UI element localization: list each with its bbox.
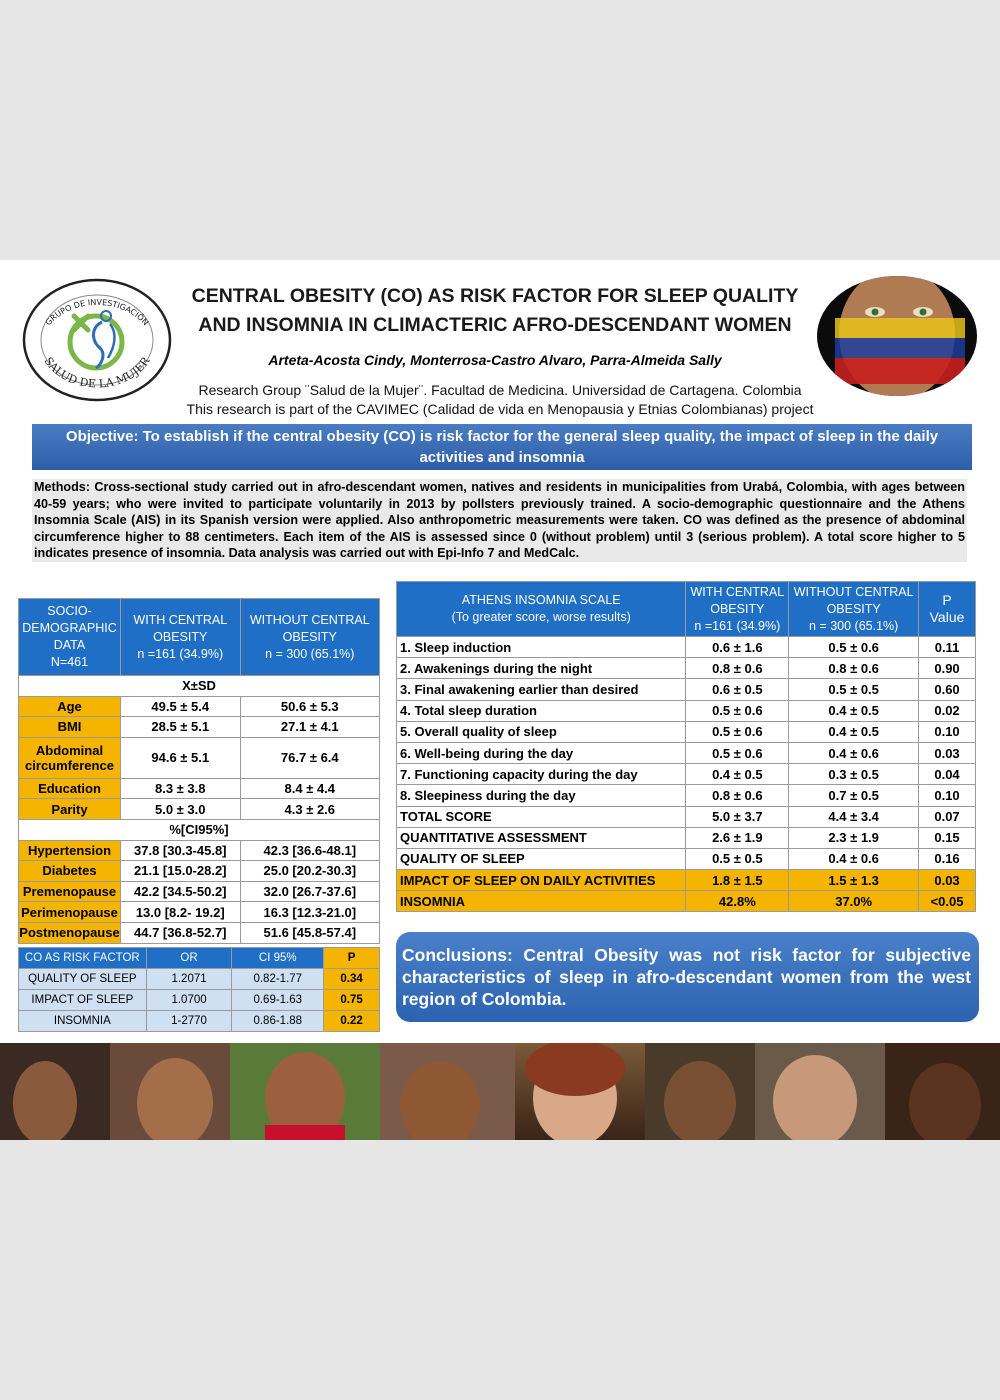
table-row: Perimenopause 13.0 [8.2- 19.2] 16.3 [12.3-21.0] (19, 902, 380, 923)
socio-section-ci: %[CI95%] (19, 819, 380, 840)
table-row-highlighted: INSOMNIA 42.8% 37.0% <0.05 (397, 891, 976, 912)
affiliation-line-1: Research Group ¨Salud de la Mujer¨. Facultad de Medicina. Universidad de Cartagena. Colombia (198, 382, 802, 398)
table-row: IMPACT OF SLEEP 1.0700 0.69-1.63 0.75 (19, 990, 380, 1011)
table-row-highlighted: IMPACT OF SLEEP ON DAILY ACTIVITIES 1.8 ± 1.5 1.5 ± 1.3 0.03 (397, 870, 976, 891)
table-row: Postmenopause 44.7 [36.8-52.7] 51.6 [45.8-57.4] (19, 922, 380, 943)
socio-header-without: WITHOUT CENTRAL OBESITY n = 300 (65.1%) (240, 599, 379, 676)
ais-header-row (397, 582, 976, 637)
logo-bottom-text: SALUD DE LA MUJER (41, 354, 153, 391)
table-row: Parity 5.0 ± 3.0 4.3 ± 2.6 (19, 799, 380, 820)
ais-header-with: WITH CENTRAL OBESITY n =161 (34.9%) (686, 582, 789, 637)
socio-header-row (19, 599, 380, 676)
table-row: 2. Awakenings during the night 0.8 ± 0.6 0.8 ± 0.6 0.90 (397, 658, 976, 679)
table-row: Age 49.5 ± 5.4 50.6 ± 5.3 (19, 696, 380, 717)
salud-de-la-mujer-logo (22, 278, 172, 403)
socio-demographic-table (18, 598, 380, 944)
table-row: 5. Overall quality of sleep 0.5 ± 0.6 0.4 ± 0.5 0.10 (397, 721, 976, 742)
affiliation (160, 381, 840, 419)
poster-title (180, 282, 810, 340)
logo-top-text: GRUPO DE INVESTIGACIÓN (43, 297, 151, 328)
table-row: 8. Sleepiness during the day 0.8 ± 0.6 0.7 ± 0.5 0.10 (397, 785, 976, 806)
table-row: 1. Sleep induction 0.6 ± 1.6 0.5 ± 0.6 0.11 (397, 637, 976, 658)
table-row: 7. Functioning capacity during the day 0.4 ± 0.5 0.3 ± 0.5 0.04 (397, 764, 976, 785)
table-row: QUALITY OF SLEEP 1.2071 0.82-1.77 0.34 (19, 969, 380, 990)
table-row: BMI 28.5 ± 5.1 27.1 ± 4.1 (19, 717, 380, 738)
affiliation-line-2: This research is part of the CAVIMEC (Calidad de vida en Menopausia y Etnias Colombianas) project (186, 401, 814, 417)
title-line-2: AND INSOMNIA IN CLIMACTERIC AFRO-DESCENDANT WOMEN (198, 314, 792, 336)
table-row: 4. Total sleep duration 0.5 ± 0.6 0.4 ± 0.5 0.02 (397, 700, 976, 721)
table-row: QUALITY OF SLEEP 0.5 ± 0.5 0.4 ± 0.6 0.16 (397, 848, 976, 869)
table-row: QUANTITATIVE ASSESSMENT 2.6 ± 1.9 2.3 ± 1.9 0.15 (397, 827, 976, 848)
conclusions-box: Conclusions: Central Obesity was not risk factor for subjective characteristics of sleep in afro-descendant women from the west region of Colombia. (396, 932, 979, 1022)
risk-factor-table (18, 947, 380, 1032)
ais-header-p: P Value (919, 582, 976, 637)
table-row: TOTAL SCORE 5.0 ± 3.7 4.4 ± 3.4 0.07 (397, 806, 976, 827)
socio-section-mean: X±SD (19, 676, 380, 697)
table-row: Premenopause 42.2 [34.5-50.2] 32.0 [26.7-37.6] (19, 881, 380, 902)
methods-text: Methods: Cross-sectional study carried out in afro-descendant women, natives and residents in municipalities from Urabá, Colombia, with ages between 40-59 years; who were invited to participate voluntarily in 2013 by pollsters previously trained. A socio-demographic questionnaire and the Athens Insomnia Scale (AIS) in its Spanish version were applied. Also anthropometric measurements were taken. CO was defined as the presence of abdominal circumference higher to 88 centimeters. Each item of the AIS is assessed since 0 (without problem) until 3 (serious problem). A total score higher to 5 indicates presence of insomnia. Data analysis was carried out with Epi-Info 7 and MedCalc. (34, 480, 965, 560)
ais-header-scale: ATHENS INSOMNIA SCALE (To greater score, worse results) (397, 582, 686, 637)
athens-insomnia-scale-table (396, 581, 976, 912)
risk-header-row: CO AS RISK FACTOR OR CI 95% P (19, 948, 380, 969)
ais-header-without: WITHOUT CENTRAL OBESITY n = 300 (65.1%) (789, 582, 919, 637)
socio-header-data: SOCIO- DEMOGRAPHIC DATA N=461 (19, 599, 121, 676)
objective-banner: Objective: To establish if the central obesity (CO) is risk factor for the general sleep quality, the impact of sleep in the daily activities and insomnia (32, 424, 972, 470)
women-photo-strip (0, 1043, 1000, 1140)
table-row: INSOMNIA 1-2770 0.86-1.88 0.22 (19, 1011, 380, 1032)
table-row: 6. Well-being during the day 0.5 ± 0.6 0.4 ± 0.6 0.03 (397, 742, 976, 763)
authors: Arteta-Acosta Cindy, Monterrosa-Castro Alvaro, Parra-Almeida Sally (268, 352, 722, 368)
table-row: Abdominal circumference 94.6 ± 5.1 76.7 ± 6.4 (19, 737, 380, 778)
table-row: Diabetes 21.1 [15.0-28.2] 25.0 [20.2-30.3] (19, 861, 380, 882)
socio-header-with: WITH CENTRAL OBESITY n =161 (34.9%) (120, 599, 240, 676)
title-line-1: CENTRAL OBESITY (CO) AS RISK FACTOR FOR SLEEP QUALITY (191, 285, 799, 307)
table-row: Education 8.3 ± 3.8 8.4 ± 4.4 (19, 778, 380, 799)
table-row: 3. Final awakening earlier than desired 0.6 ± 0.5 0.5 ± 0.5 0.60 (397, 679, 976, 700)
table-row: Hypertension 37.8 [30.3-45.8] 42.3 [36.6-48.1] (19, 840, 380, 861)
